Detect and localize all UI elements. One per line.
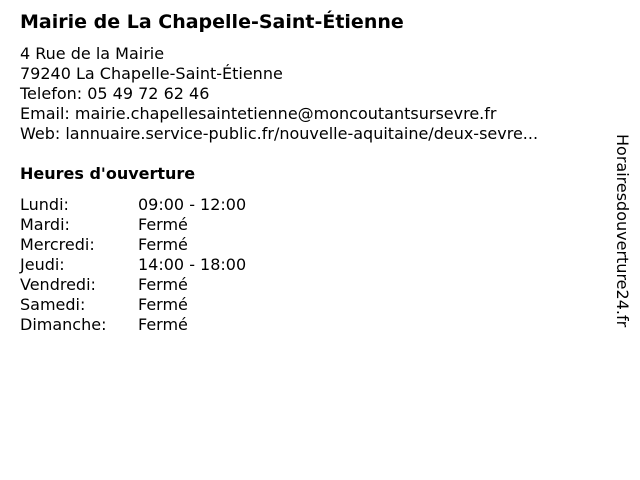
hours-row-monday (20, 195, 246, 215)
day-label: Vendredi: (20, 275, 96, 294)
hours-row-thursday (20, 255, 246, 275)
day-hours: 14:00 - 18:00 (138, 255, 247, 274)
day-label: Jeudi: (20, 255, 65, 274)
opening-hours-heading: Heures d'ouverture (20, 164, 196, 183)
opening-hours-table (20, 195, 246, 335)
day-label: Lundi: (20, 195, 69, 214)
page-title: Mairie de La Chapelle-Saint-Étienne (20, 11, 404, 33)
day-hours: 09:00 - 12:00 (138, 195, 247, 214)
postal-city: 79240 La Chapelle-Saint-Étienne (20, 64, 283, 83)
day-hours: Fermé (138, 275, 188, 294)
phone-number: Telefon: 05 49 72 62 46 (20, 84, 210, 103)
day-label: Samedi: (20, 295, 86, 314)
website-address: Web: lannuaire.service-public.fr/nouvelle-aquitaine/deux-sevre... (20, 124, 539, 143)
day-label: Mercredi: (20, 235, 95, 254)
site-watermark: Horairesdouverture24.fr (613, 134, 632, 328)
day-hours: Fermé (138, 215, 188, 234)
hours-row-sunday (20, 315, 246, 335)
hours-row-saturday (20, 295, 246, 315)
street-address: 4 Rue de la Mairie (20, 44, 165, 63)
address-block (20, 44, 538, 144)
hours-row-friday (20, 275, 246, 295)
day-label: Dimanche: (20, 315, 107, 334)
day-hours: Fermé (138, 235, 188, 254)
email-address: Email: mairie.chapellesaintetienne@moncoutantsursevre.fr (20, 104, 497, 123)
hours-row-tuesday (20, 215, 246, 235)
day-label: Mardi: (20, 215, 70, 234)
day-hours: Fermé (138, 295, 188, 314)
day-hours: Fermé (138, 315, 188, 334)
hours-row-wednesday (20, 235, 246, 255)
